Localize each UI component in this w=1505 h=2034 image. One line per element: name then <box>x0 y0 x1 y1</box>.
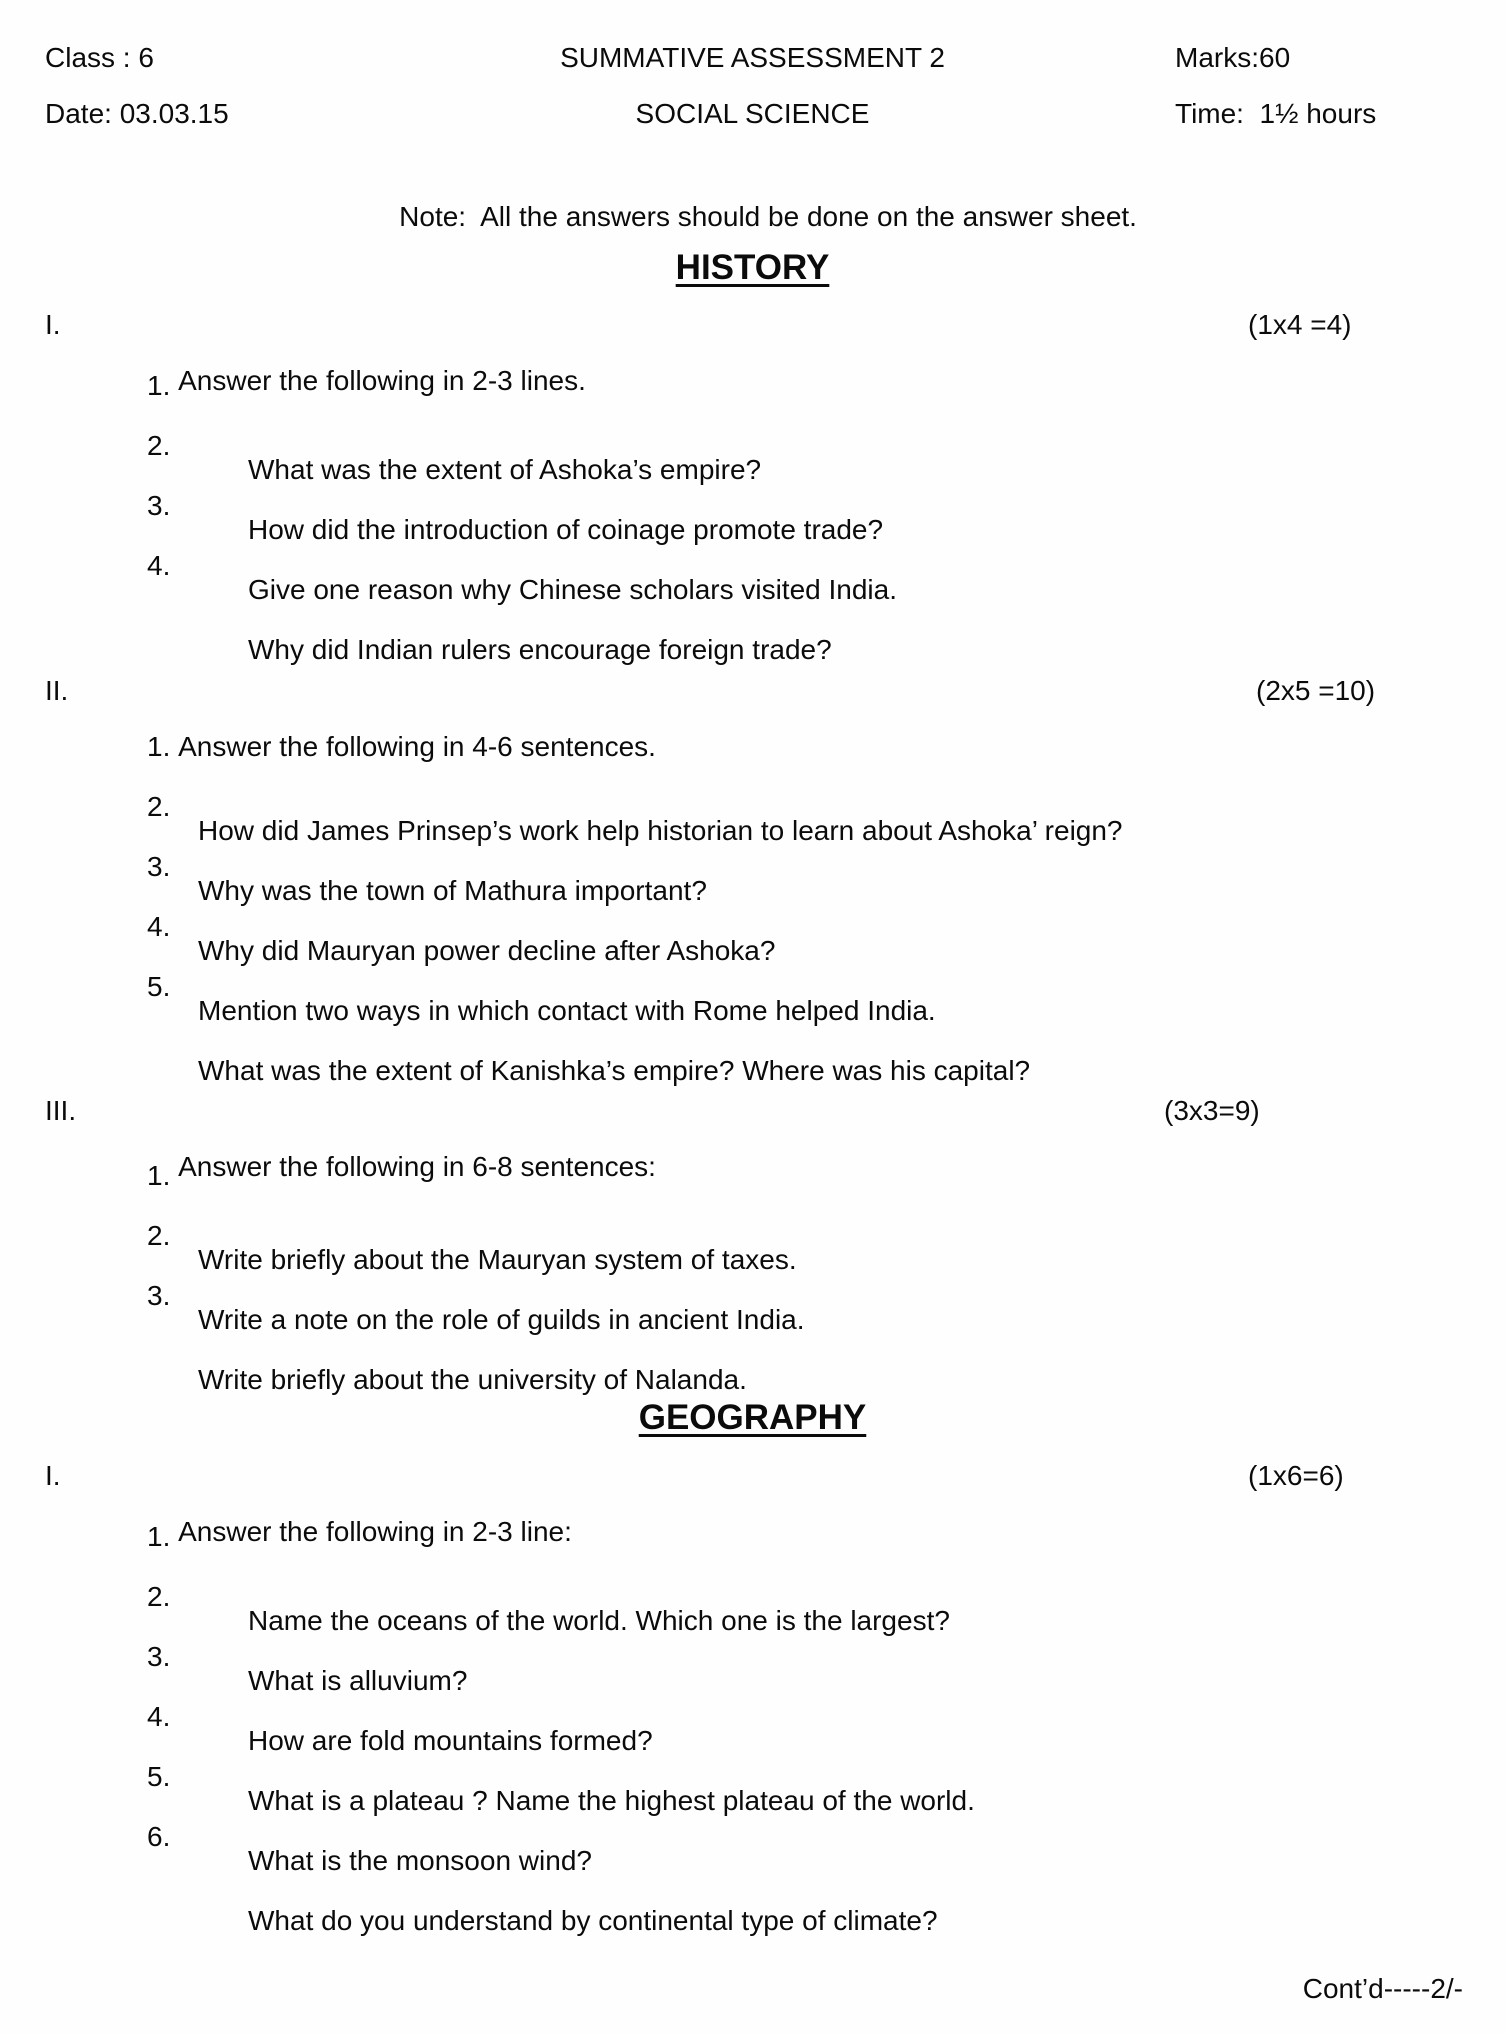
section-numeral: I. <box>45 1460 61 1491</box>
history-heading-text: HISTORY <box>675 248 830 287</box>
section-instruction: Answer the following in 2-3 lines. <box>178 365 586 396</box>
question-number: 4. <box>147 1701 171 1732</box>
class-label: Class : 6 <box>45 42 154 73</box>
question-number: 3. <box>147 851 171 882</box>
question-number: 4. <box>147 911 171 942</box>
question-number: 2. <box>147 1581 171 1612</box>
geography-heading-text: GEOGRAPHY <box>638 1398 867 1437</box>
question-row <box>0 1521 1505 1636</box>
question-text: Why did Indian rulers encourage foreign trade? <box>248 634 832 665</box>
continued-page-indicator: Cont’d-----2/- <box>1302 1973 1463 2004</box>
question-row <box>0 370 1505 485</box>
section-instruction: Answer the following in 6-8 sentences: <box>178 1151 656 1182</box>
section-marks: (2x5 =10) <box>1256 675 1376 706</box>
question-number: 1. <box>147 1521 171 1552</box>
question-number: 5. <box>147 1761 171 1792</box>
question-row <box>0 731 1505 846</box>
question-number: 1. <box>147 370 171 401</box>
question-text: How did James Prinsep’s work help historian to learn about Ashoka’ reign? <box>198 815 1123 846</box>
question-number: 2. <box>147 1220 171 1251</box>
history-section-3-line <box>0 1095 1505 1182</box>
question-number: 2. <box>147 430 171 461</box>
question-text: Why did Mauryan power decline after Ashoka? <box>198 935 776 966</box>
question-text: What was the extent of Ashoka’s empire? <box>248 454 762 485</box>
section-numeral: I. <box>45 309 61 340</box>
question-text: Give one reason why Chinese scholars visited India. <box>248 574 898 605</box>
question-number: 5. <box>147 971 171 1002</box>
question-text: Write a note on the role of guilds in ancient India. <box>198 1304 805 1335</box>
section-instruction: Answer the following in 2-3 line: <box>178 1516 572 1547</box>
question-number: 3. <box>147 1280 171 1311</box>
section-numeral: III. <box>45 1095 77 1126</box>
exam-subject: SOCIAL SCIENCE <box>635 98 870 129</box>
question-number: 1. <box>147 1160 171 1191</box>
note-line <box>0 175 1505 232</box>
question-number: 4. <box>147 550 171 581</box>
question-text: How did the introduction of coinage promote trade? <box>248 514 884 545</box>
exam-date: Date: 03.03.15 <box>45 98 229 129</box>
section-instruction: Answer the following in 4-6 sentences. <box>178 731 656 762</box>
question-text: What do you understand by continental type of climate? <box>248 1905 938 1936</box>
exam-title: SUMMATIVE ASSESSMENT 2 <box>560 42 945 73</box>
question-number: 3. <box>147 1641 171 1672</box>
history-section-2-line <box>0 675 1505 762</box>
question-number: 1. <box>147 731 171 762</box>
question-row <box>0 1160 1505 1275</box>
question-text: What was the extent of Kanishka’s empire? Where was his capital? <box>198 1055 1031 1086</box>
question-text: What is a plateau ? Name the highest plateau of the world. <box>248 1785 975 1816</box>
section-marks: (1x6=6) <box>1248 1460 1344 1491</box>
question-number: 3. <box>147 490 171 521</box>
header-row-2 <box>0 100 1505 128</box>
question-number: 2. <box>147 791 171 822</box>
section-numeral: II. <box>45 675 69 706</box>
header-row-1 <box>0 44 1505 72</box>
question-text: What is alluvium? <box>248 1665 468 1696</box>
history-section-1-line <box>0 309 1505 396</box>
question-text: What is the monsoon wind? <box>248 1845 592 1876</box>
section-marks: (3x3=9) <box>1164 1095 1260 1126</box>
question-text: Name the oceans of the world. Which one is the largest? <box>248 1605 950 1636</box>
note-text: Note: All the answers should be done on the answer sheet. <box>399 201 1137 232</box>
question-text: Why was the town of Mathura important? <box>198 875 707 906</box>
geography-section-1-line <box>0 1460 1505 1547</box>
question-text: Write briefly about the university of Nalanda. <box>198 1364 747 1395</box>
footer-line <box>0 1947 1505 2004</box>
section-marks: (1x4 =4) <box>1248 309 1352 340</box>
exam-time: Time: 1½ hours <box>1175 98 1377 129</box>
question-text: Mention two ways in which contact with Rome helped India. <box>198 995 936 1026</box>
question-number: 6. <box>147 1821 171 1852</box>
question-text: Write briefly about the Mauryan system of taxes. <box>198 1244 797 1275</box>
marks-total: Marks:60 <box>1175 42 1291 73</box>
question-text: How are fold mountains formed? <box>248 1725 653 1756</box>
